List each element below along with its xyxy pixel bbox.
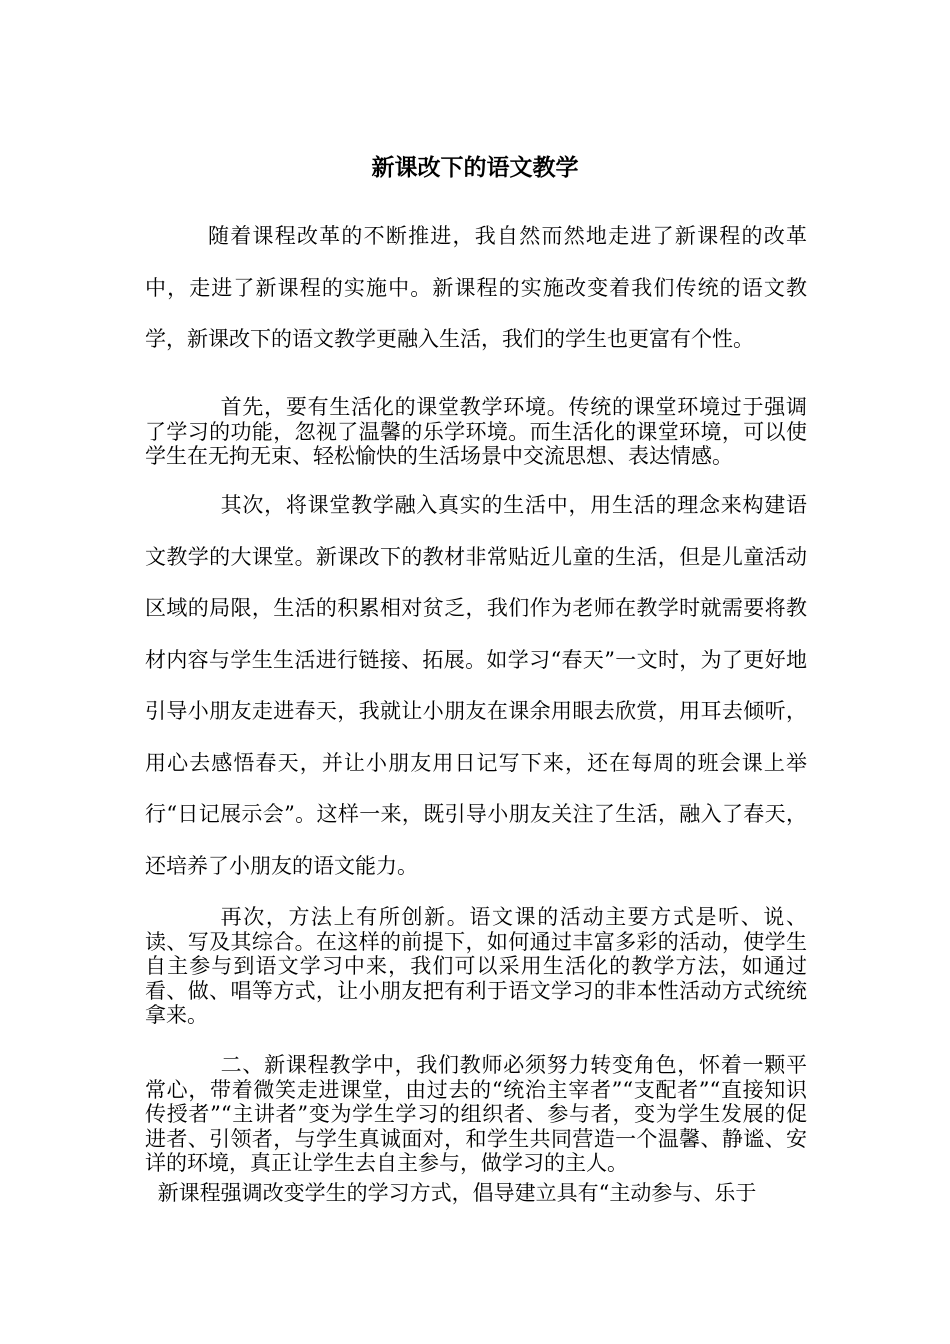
- paragraph-teacher-role: 二、新课程教学中，我们教师必须努力转变角色，怀着一颗平常心，带着微笑走进课堂，由过去的“统治主宰者”“支配者”“直接知识传授者”“主讲者”变为学生学习的组织者、参与者，变为学生发展的促进者、引领者，与学生真诚面对，和学生共同营造一个温馨、静谧、安详的环境，真正让学生去自主参与，做学习的主人。: [145, 1053, 807, 1175]
- paragraph-learning-style: 新课程强调改变学生的学习方式，倡导建立具有“主动参与、乐于: [157, 1181, 757, 1205]
- paragraph-first-point: 首先，要有生活化的课堂教学环境。传统的课堂环境过于强调了学习的功能，忽视了温馨的乐学环境。而生活化的课堂环境，可以使学生在无拘无束、轻松愉快的生活场景中交流思想、表达情感。: [145, 395, 807, 468]
- document-title: 新课改下的语文教学: [371, 154, 579, 181]
- paragraph-third-point: 再次，方法上有所创新。语文课的活动主要方式是听、说、读、写及其综合。在这样的前提下，如何通过丰富多彩的活动，使学生自主参与到语文学习中来，我们可以采用生活化的教学方法，如通过看、做、唱等方式，让小朋友把有利于语文学习的非本性活动方式统统拿来。: [145, 905, 807, 1027]
- paragraph-intro: 随着课程改革的不断推进，我自然而然地走进了新课程的改革中，走进了新课程的实施中。新课程的实施改变着我们传统的语文教学，新课改下的语文教学更融入生活，我们的学生也更富有个性。: [145, 224, 807, 351]
- paragraph-second-point: 其次，将课堂教学融入真实的生活中，用生活的理念来构建语文教学的大课堂。新课改下的教材非常贴近儿童的生活，但是儿童活动区域的局限，生活的积累相对贫乏，我们作为老师在教学时就需要将教材内容与学生生活进行链接、拓展。如学习“春天”一文时，为了更好地引导小朋友走进春天，我就让小朋友在课余用眼去欣赏，用耳去倾听，用心去感悟春天，并让小朋友用日记写下来，还在每周的班会课上举行“日记展示会”。这样一来，既引导小朋友关注了生活，融入了春天，还培养了小朋友的语文能力。: [145, 493, 807, 878]
